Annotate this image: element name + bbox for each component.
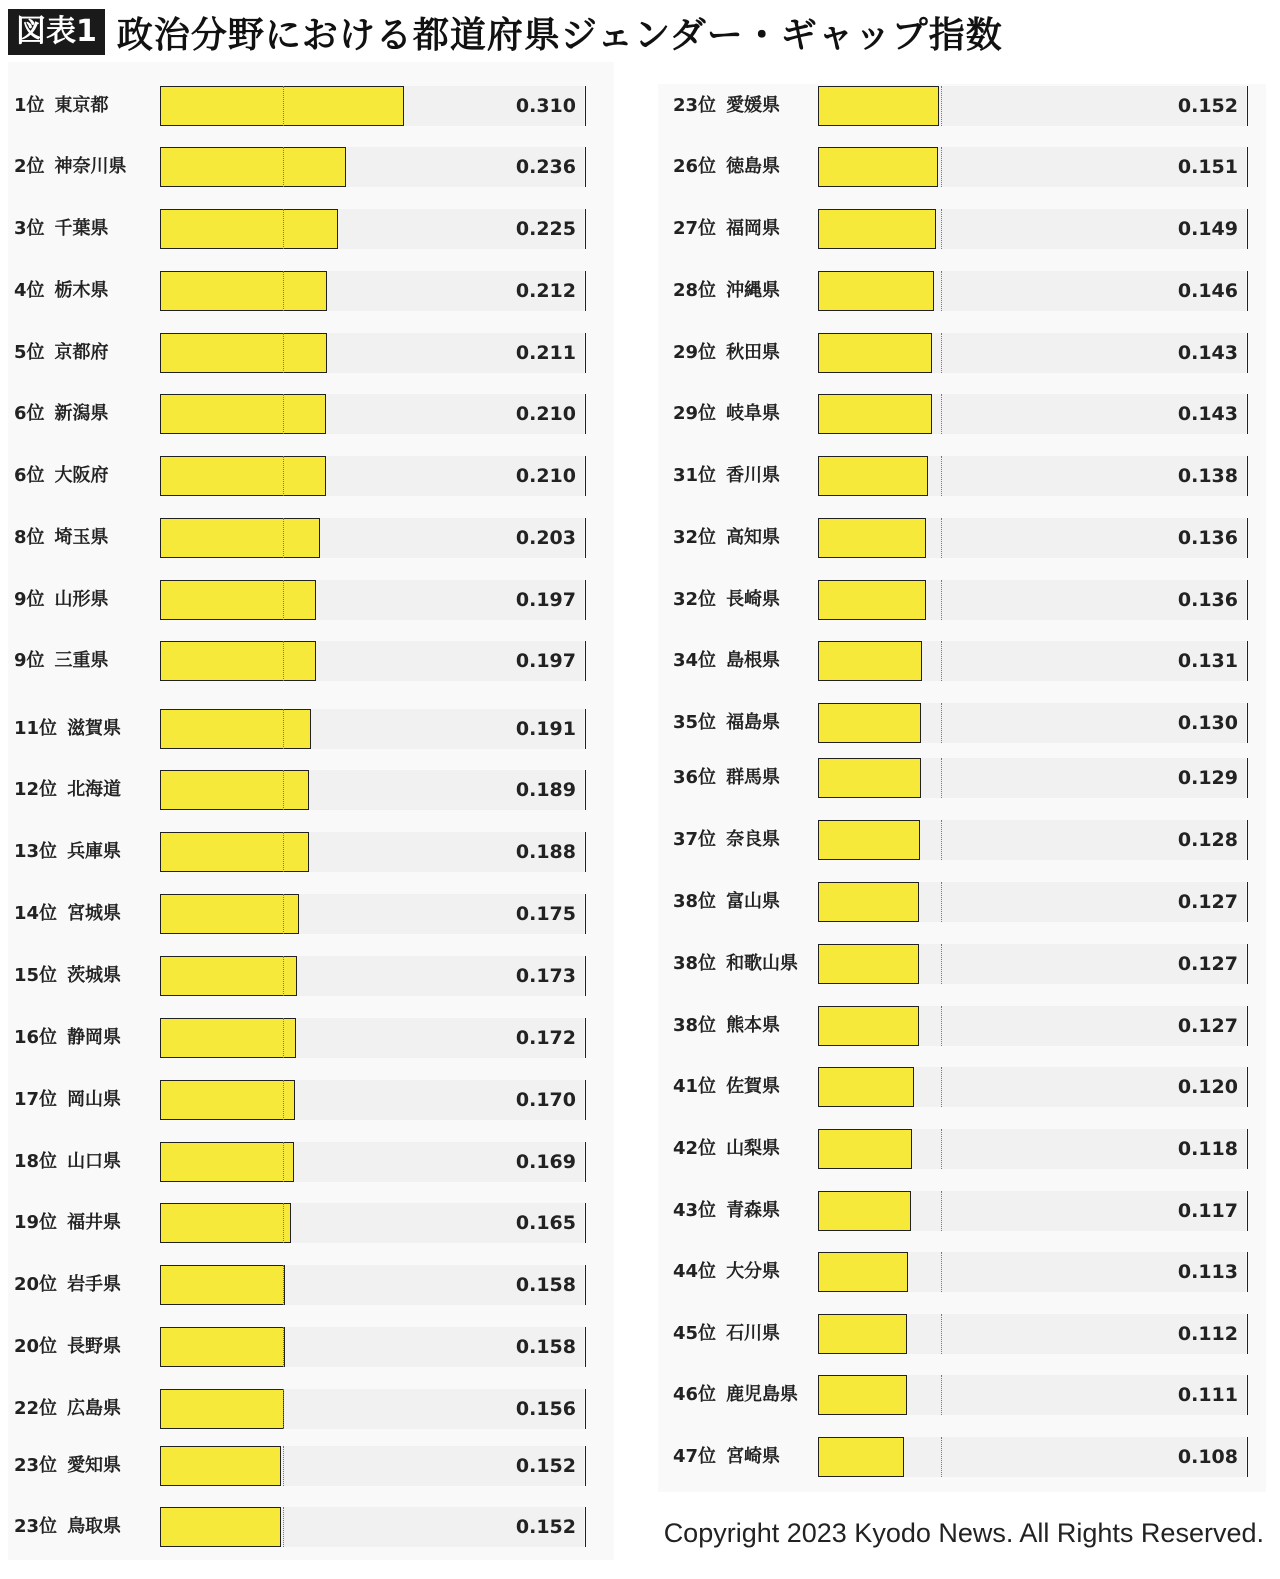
value-label: 0.117 <box>1177 1200 1238 1222</box>
value-label: 0.136 <box>1177 527 1238 549</box>
bar <box>818 1129 912 1169</box>
bar <box>818 758 921 798</box>
value-label: 0.189 <box>515 779 576 801</box>
value-label: 0.118 <box>1177 1138 1238 1160</box>
prefecture-label: 新潟県 <box>54 403 109 424</box>
prefecture-label: 秋田県 <box>726 342 781 363</box>
rank-label: 37位 <box>673 829 717 850</box>
prefecture-label: 神奈川県 <box>54 156 127 177</box>
value-label: 0.138 <box>1177 465 1238 487</box>
value-label: 0.151 <box>1177 156 1238 178</box>
bar-row <box>0 580 1280 620</box>
value-label: 0.128 <box>1177 829 1238 851</box>
rank-label: 20位 <box>14 1336 58 1357</box>
prefecture-label: 群馬県 <box>726 767 781 788</box>
figure-header <box>8 8 1003 56</box>
category-label <box>673 456 780 496</box>
average-line <box>941 147 942 187</box>
prefecture-label: 山口県 <box>67 1151 122 1172</box>
prefecture-label: 鳥取県 <box>67 1516 122 1537</box>
prefecture-label: 滋賀県 <box>67 718 122 739</box>
category-label <box>673 86 780 126</box>
row-end-line <box>1247 1375 1248 1415</box>
bar-row <box>0 86 1280 126</box>
bar <box>818 209 936 249</box>
bar <box>818 394 932 434</box>
average-line <box>941 1375 942 1415</box>
value-label: 0.112 <box>1177 1323 1238 1345</box>
rank-label: 26位 <box>673 156 717 177</box>
value-label: 0.173 <box>515 965 576 987</box>
category-label <box>673 1437 780 1477</box>
row-end-line <box>1247 1006 1248 1046</box>
bar <box>818 1314 907 1354</box>
rank-label: 12位 <box>14 779 58 800</box>
prefecture-label: 静岡県 <box>67 1027 122 1048</box>
category-label <box>14 1507 121 1547</box>
bar-row <box>0 944 1280 984</box>
row-end-line <box>1247 1252 1248 1292</box>
bar <box>818 882 919 922</box>
value-label: 0.143 <box>1177 403 1238 425</box>
prefecture-label: 茨城県 <box>67 965 122 986</box>
average-line <box>941 758 942 798</box>
rank-label: 29位 <box>673 403 717 424</box>
prefecture-label: 徳島県 <box>726 156 781 177</box>
bar <box>818 1252 908 1292</box>
rank-label: 17位 <box>14 1089 58 1110</box>
bar <box>818 518 926 558</box>
prefecture-label: 愛媛県 <box>726 95 781 116</box>
bar <box>818 820 920 860</box>
bar-row <box>0 1067 1280 1107</box>
prefecture-label: 島根県 <box>726 650 781 671</box>
row-end-line <box>1247 758 1248 798</box>
rank-label: 19位 <box>14 1212 58 1233</box>
rank-label: 32位 <box>673 589 717 610</box>
prefecture-label: 佐賀県 <box>726 1076 781 1097</box>
average-line <box>941 1067 942 1107</box>
prefecture-label: 兵庫県 <box>67 841 122 862</box>
bar-row <box>0 209 1280 249</box>
rank-label: 23位 <box>14 1455 58 1476</box>
value-label: 0.149 <box>1177 218 1238 240</box>
average-line <box>941 580 942 620</box>
average-line <box>941 1191 942 1231</box>
prefecture-label: 沖縄県 <box>726 280 781 301</box>
row-end-line <box>1247 86 1248 126</box>
rank-label: 8位 <box>14 527 45 548</box>
average-line <box>941 394 942 434</box>
average-line <box>941 1006 942 1046</box>
bar-row <box>0 820 1280 860</box>
average-line <box>941 271 942 311</box>
category-label <box>673 580 780 620</box>
rank-label: 32位 <box>673 527 717 548</box>
row-end-line <box>1247 209 1248 249</box>
bar-row <box>0 641 1280 681</box>
rank-label: 45位 <box>673 1323 717 1344</box>
rank-label: 2位 <box>14 156 45 177</box>
prefecture-label: 福井県 <box>67 1212 122 1233</box>
category-label <box>673 1067 780 1107</box>
rank-label: 27位 <box>673 218 717 239</box>
category-label <box>673 882 780 922</box>
prefecture-label: 和歌山県 <box>726 953 799 974</box>
category-label <box>673 147 780 187</box>
category-label <box>673 820 780 860</box>
rank-label: 16位 <box>14 1027 58 1048</box>
bar <box>818 1067 914 1107</box>
rank-label: 36位 <box>673 767 717 788</box>
prefecture-label: 石川県 <box>726 1323 781 1344</box>
average-line <box>941 1437 942 1477</box>
prefecture-label: 岩手県 <box>67 1274 122 1295</box>
category-label <box>673 1252 780 1292</box>
bar-row <box>0 1375 1280 1415</box>
row-end-line <box>1247 944 1248 984</box>
row-end-line <box>1247 333 1248 373</box>
rank-label: 4位 <box>14 280 45 301</box>
value-label: 0.211 <box>515 342 576 364</box>
value-label: 0.197 <box>515 650 576 672</box>
value-label: 0.236 <box>515 156 576 178</box>
row-end-line <box>1247 1067 1248 1107</box>
rank-label: 5位 <box>14 342 45 363</box>
prefecture-label: 高知県 <box>726 527 781 548</box>
category-label <box>673 1129 780 1169</box>
bar-row <box>0 394 1280 434</box>
value-label: 0.310 <box>515 95 576 117</box>
rank-label: 15位 <box>14 965 58 986</box>
bar-row <box>0 758 1280 798</box>
row-end-line <box>1247 147 1248 187</box>
category-label <box>673 333 780 373</box>
bar-row <box>0 1006 1280 1046</box>
bar-row <box>0 456 1280 496</box>
category-label <box>673 1375 798 1415</box>
category-label <box>673 641 780 681</box>
bar-row <box>0 271 1280 311</box>
prefecture-label: 大分県 <box>726 1261 781 1282</box>
value-label: 0.156 <box>515 1398 576 1420</box>
value-label: 0.188 <box>515 841 576 863</box>
bar-row <box>0 1191 1280 1231</box>
bar <box>818 1437 904 1477</box>
prefecture-label: 京都府 <box>54 342 109 363</box>
rank-label: 13位 <box>14 841 58 862</box>
prefecture-label: 香川県 <box>726 465 781 486</box>
average-line <box>941 209 942 249</box>
rank-label: 38位 <box>673 891 717 912</box>
rank-label: 31位 <box>673 465 717 486</box>
rank-label: 44位 <box>673 1261 717 1282</box>
category-label <box>673 758 780 798</box>
prefecture-label: 三重県 <box>54 650 109 671</box>
rank-label: 42位 <box>673 1138 717 1159</box>
rank-label: 1位 <box>14 95 45 116</box>
rank-label: 41位 <box>673 1076 717 1097</box>
prefecture-label: 北海道 <box>67 779 122 800</box>
value-label: 0.203 <box>515 527 576 549</box>
average-line <box>941 518 942 558</box>
prefecture-label: 宮城県 <box>67 903 122 924</box>
prefecture-label: 岐阜県 <box>726 403 781 424</box>
value-label: 0.172 <box>515 1027 576 1049</box>
row-end-line <box>1247 1129 1248 1169</box>
row-end-line <box>1247 580 1248 620</box>
value-label: 0.170 <box>515 1089 576 1111</box>
rank-label: 38位 <box>673 1015 717 1036</box>
row-end-line <box>1247 1437 1248 1477</box>
rank-label: 22位 <box>14 1398 58 1419</box>
value-label: 0.165 <box>515 1212 576 1234</box>
prefecture-label: 千葉県 <box>54 218 109 239</box>
prefecture-label: 福岡県 <box>726 218 781 239</box>
category-label <box>673 1006 780 1046</box>
bar-row <box>0 882 1280 922</box>
prefecture-label: 愛知県 <box>67 1455 122 1476</box>
category-label <box>673 518 780 558</box>
average-line <box>941 820 942 860</box>
average-line <box>941 86 942 126</box>
prefecture-label: 宮崎県 <box>726 1446 781 1467</box>
category-label <box>673 1314 780 1354</box>
rank-label: 6位 <box>14 465 45 486</box>
bar-row <box>0 147 1280 187</box>
prefecture-label: 長野県 <box>67 1336 122 1357</box>
row-end-line <box>1247 271 1248 311</box>
bar-row <box>0 703 1280 743</box>
bar-row <box>0 1314 1280 1354</box>
value-label: 0.131 <box>1177 650 1238 672</box>
bar <box>818 1375 907 1415</box>
row-end-line <box>1247 820 1248 860</box>
rank-label: 18位 <box>14 1151 58 1172</box>
value-label: 0.191 <box>515 718 576 740</box>
rank-label: 35位 <box>673 712 717 733</box>
prefecture-label: 栃木県 <box>54 280 109 301</box>
bar-row <box>0 1129 1280 1169</box>
row-end-line <box>1247 1314 1248 1354</box>
category-label <box>673 271 780 311</box>
prefecture-label: 鹿児島県 <box>726 1384 799 1405</box>
bar <box>818 86 939 126</box>
category-label <box>673 944 798 984</box>
bar-row <box>0 518 1280 558</box>
bar <box>818 703 921 743</box>
copyright-notice: Copyright 2023 Kyodo News. All Rights Reserved. <box>663 1518 1264 1548</box>
prefecture-label: 奈良県 <box>726 829 781 850</box>
row-end-line <box>1247 882 1248 922</box>
prefecture-label: 山形県 <box>54 589 109 610</box>
row-end-line <box>1247 456 1248 496</box>
bar <box>818 641 922 681</box>
chart-title: 政治分野における都道府県ジェンダー・ギャップ指数 <box>116 14 1003 56</box>
rank-label: 46位 <box>673 1384 717 1405</box>
value-label: 0.210 <box>515 403 576 425</box>
rank-label: 28位 <box>673 280 717 301</box>
average-line <box>941 1129 942 1169</box>
value-label: 0.225 <box>515 218 576 240</box>
prefecture-label: 東京都 <box>54 95 109 116</box>
rank-label: 14位 <box>14 903 58 924</box>
prefecture-label: 富山県 <box>726 891 781 912</box>
bar <box>818 1191 911 1231</box>
value-label: 0.143 <box>1177 342 1238 364</box>
prefecture-label: 青森県 <box>726 1200 781 1221</box>
value-label: 0.120 <box>1177 1076 1238 1098</box>
value-label: 0.136 <box>1177 589 1238 611</box>
value-label: 0.158 <box>515 1274 576 1296</box>
prefecture-label: 福島県 <box>726 712 781 733</box>
average-line <box>941 703 942 743</box>
rank-label: 23位 <box>14 1516 58 1537</box>
value-label: 0.169 <box>515 1151 576 1173</box>
rank-label: 23位 <box>673 95 717 116</box>
rank-label: 34位 <box>673 650 717 671</box>
bar <box>160 1507 281 1547</box>
average-line <box>941 944 942 984</box>
bar <box>818 944 919 984</box>
average-line <box>941 882 942 922</box>
prefecture-label: 大阪府 <box>54 465 109 486</box>
row-end-line <box>1247 1191 1248 1231</box>
row-end-line <box>585 1507 586 1547</box>
bar <box>818 147 938 187</box>
value-label: 0.113 <box>1177 1261 1238 1283</box>
value-label: 0.127 <box>1177 953 1238 975</box>
average-line <box>941 333 942 373</box>
average-line <box>283 1507 284 1547</box>
prefecture-label: 長崎県 <box>726 589 781 610</box>
value-label: 0.152 <box>515 1455 576 1477</box>
rank-label: 29位 <box>673 342 717 363</box>
value-label: 0.146 <box>1177 280 1238 302</box>
bar-row <box>0 333 1280 373</box>
rank-label: 6位 <box>14 403 45 424</box>
average-line <box>941 1252 942 1292</box>
rank-label: 20位 <box>14 1274 58 1295</box>
row-end-line <box>1247 703 1248 743</box>
rank-label: 43位 <box>673 1200 717 1221</box>
value-label: 0.108 <box>1177 1446 1238 1468</box>
rank-label: 3位 <box>14 218 45 239</box>
value-label: 0.210 <box>515 465 576 487</box>
prefecture-label: 山梨県 <box>726 1138 781 1159</box>
category-label <box>673 703 780 743</box>
bar <box>818 456 928 496</box>
value-label: 0.197 <box>515 589 576 611</box>
value-label: 0.152 <box>515 1516 576 1538</box>
rank-label: 47位 <box>673 1446 717 1467</box>
average-line <box>941 456 942 496</box>
prefecture-label: 熊本県 <box>726 1015 781 1036</box>
bar <box>818 271 934 311</box>
bar-row <box>0 1437 1280 1477</box>
average-line <box>941 1314 942 1354</box>
row-end-line <box>1247 394 1248 434</box>
bar <box>818 1006 919 1046</box>
value-label: 0.175 <box>515 903 576 925</box>
category-label <box>673 1191 780 1231</box>
prefecture-label: 広島県 <box>67 1398 122 1419</box>
value-label: 0.130 <box>1177 712 1238 734</box>
value-label: 0.127 <box>1177 891 1238 913</box>
category-label <box>673 394 780 434</box>
category-label <box>673 209 780 249</box>
bar <box>818 333 932 373</box>
value-label: 0.158 <box>515 1336 576 1358</box>
value-label: 0.129 <box>1177 767 1238 789</box>
row-end-line <box>1247 641 1248 681</box>
bar-row <box>0 1252 1280 1292</box>
prefecture-label: 岡山県 <box>67 1089 122 1110</box>
figure-label: 図表1 <box>8 9 105 55</box>
bar <box>818 580 926 620</box>
row-end-line <box>1247 518 1248 558</box>
rank-label: 9位 <box>14 589 45 610</box>
rank-label: 11位 <box>14 718 58 739</box>
value-label: 0.127 <box>1177 1015 1238 1037</box>
average-line <box>941 641 942 681</box>
rank-label: 9位 <box>14 650 45 671</box>
value-label: 0.152 <box>1177 95 1238 117</box>
rank-label: 38位 <box>673 953 717 974</box>
value-label: 0.111 <box>1177 1384 1238 1406</box>
value-label: 0.212 <box>515 280 576 302</box>
prefecture-label: 埼玉県 <box>54 527 109 548</box>
